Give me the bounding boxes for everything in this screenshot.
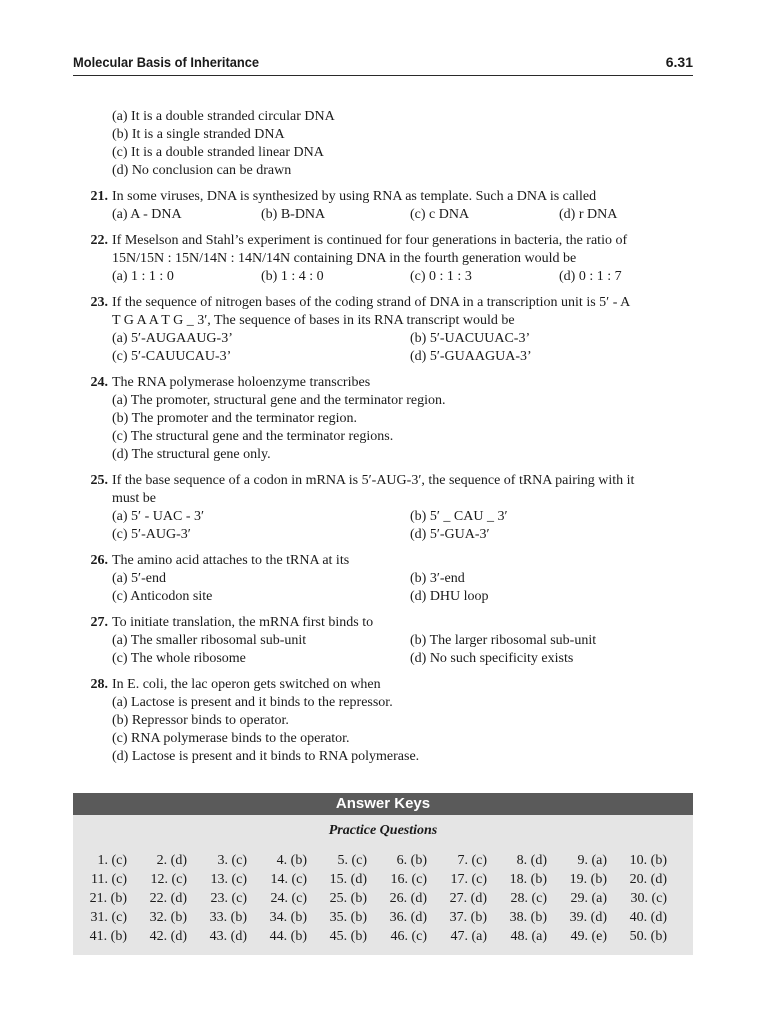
question-line: 15N/15N : 15N/14N : 14N/14N containing DNA in the fourth generation would be [112, 251, 577, 266]
question-text [80, 472, 698, 490]
page-header [73, 53, 693, 76]
question-text [80, 188, 698, 206]
option: (c) The structural gene and the terminator regions. [112, 429, 394, 444]
answer-item: 34. (b) [269, 910, 307, 925]
chapter-title: Molecular Basis of Inheritance [73, 54, 260, 70]
question-text [80, 250, 698, 268]
answer-item: 4. (b) [276, 853, 307, 868]
option: (d) DHU loop [410, 589, 489, 604]
option: (a) The smaller ribosomal sub-unit [112, 633, 307, 648]
question-25 [80, 472, 698, 544]
answer-item: 45. (b) [329, 929, 367, 944]
option: (c) c DNA [410, 207, 470, 222]
options [80, 206, 698, 224]
question-number: 21. [90, 189, 108, 204]
option-line: (a) It is a double stranded circular DNA [112, 109, 335, 124]
question-21 [80, 188, 698, 224]
answer-item: 10. (b) [629, 853, 667, 868]
question-line: If Meselson and Stahl’s experiment is continued for four generations in bacteria, the ratio of [112, 233, 628, 248]
question-22 [80, 232, 698, 286]
option: (b) 3′-end [410, 571, 465, 586]
options [80, 694, 698, 766]
answer-item: 16. (c) [390, 872, 427, 887]
answer-keys-title: Answer Keys [73, 793, 693, 815]
question-line: The amino acid attaches to the tRNA at its [112, 553, 350, 568]
answer-item: 29. (a) [570, 891, 607, 906]
question-26 [80, 552, 698, 606]
answer-item: 15. (d) [329, 872, 367, 887]
option-line: (c) It is a double stranded linear DNA [112, 145, 324, 160]
option: (d) Lactose is present and it binds to RNA polymerase. [112, 749, 420, 764]
answer-item: 44. (b) [269, 929, 307, 944]
option: (c) RNA polymerase binds to the operator. [112, 731, 350, 746]
option: (d) 0 : 1 : 7 [559, 269, 622, 284]
option: (c) Anticodon site [112, 589, 213, 604]
answer-item: 8. (d) [516, 853, 547, 868]
option: (a) 5′-end [112, 571, 166, 586]
question-text [80, 552, 698, 570]
answer-item: 17. (c) [450, 872, 487, 887]
question-text [80, 294, 698, 312]
question-24 [80, 374, 698, 464]
answer-item: 21. (b) [89, 891, 127, 906]
answer-item: 35. (b) [329, 910, 367, 925]
answer-item: 11. (c) [90, 872, 127, 887]
option: (b) The promoter and the terminator region. [112, 411, 358, 426]
answer-item: 14. (c) [270, 872, 307, 887]
option: (c) 5′-CAUUCAU-3’ [112, 349, 232, 364]
question-line: must be [112, 491, 156, 506]
options [80, 268, 698, 286]
answer-item: 20. (d) [629, 872, 667, 887]
answer-item: 48. (a) [510, 929, 547, 944]
answer-item: 23. (c) [210, 891, 247, 906]
answer-item: 28. (c) [510, 891, 547, 906]
question-line: In E. coli, the lac operon gets switched on when [112, 677, 381, 692]
question-text [80, 232, 698, 250]
question-text [80, 312, 698, 330]
question-number: 25. [90, 473, 108, 488]
option: (a) Lactose is present and it binds to the repressor. [112, 695, 393, 710]
question-line: If the sequence of nitrogen bases of the coding strand of DNA in a transcription unit is 5′ - A [112, 295, 631, 310]
answer-item: 24. (c) [270, 891, 307, 906]
question-number: 23. [90, 295, 108, 310]
answer-item: 9. (a) [577, 853, 607, 868]
question-list [80, 108, 698, 766]
question-number: 24. [90, 375, 108, 390]
answer-item: 3. (c) [217, 853, 247, 868]
answer-item: 42. (d) [149, 929, 187, 944]
question-number: 28. [90, 677, 108, 692]
leading-options [80, 108, 698, 180]
answer-item: 46. (c) [390, 929, 427, 944]
answer-item: 5. (c) [337, 853, 367, 868]
question-27 [80, 614, 698, 668]
question-text [80, 490, 698, 508]
answer-item: 18. (b) [509, 872, 547, 887]
option: (b) B-DNA [261, 207, 326, 222]
answer-item: 31. (c) [90, 910, 127, 925]
question-number: 22. [90, 233, 108, 248]
option-line: (b) It is a single stranded DNA [112, 127, 285, 142]
option: (a) A - DNA [112, 207, 182, 222]
option: (a) 5′-AUGAAUG-3’ [112, 331, 233, 346]
option: (b) 5′ _ CAU _ 3′ [410, 509, 508, 524]
answer-item: 39. (d) [569, 910, 607, 925]
options [80, 392, 698, 464]
option: (b) 1 : 4 : 0 [261, 269, 324, 284]
answer-item: 25. (b) [329, 891, 367, 906]
option: (b) Repressor binds to operator. [112, 713, 289, 728]
option: (c) The whole ribosome [112, 651, 246, 666]
option: (a) The promoter, structural gene and the terminator region. [112, 393, 446, 408]
answer-item: 33. (b) [209, 910, 247, 925]
option: (c) 5′-AUG-3′ [112, 527, 191, 542]
option: (d) r DNA [559, 207, 618, 222]
option: (c) 0 : 1 : 3 [410, 269, 472, 284]
answer-item: 1. (c) [97, 853, 127, 868]
answer-item: 38. (b) [509, 910, 547, 925]
answer-item: 12. (c) [150, 872, 187, 887]
answer-item: 30. (c) [630, 891, 667, 906]
option: (b) 5′-UACUUAC-3’ [410, 331, 531, 346]
answer-item: 2. (d) [156, 853, 187, 868]
question-line: To initiate translation, the mRNA first binds to [112, 615, 374, 630]
question-line: T G A A T G _ 3′, The sequence of bases in its RNA transcript would be [112, 313, 515, 328]
answer-item: 36. (d) [389, 910, 427, 925]
question-28 [80, 676, 698, 766]
answer-item: 47. (a) [450, 929, 487, 944]
option: (d) 5′-GUAAGUA-3’ [410, 349, 532, 364]
page-number: 6.31 [665, 54, 693, 70]
question-line: If the base sequence of a codon in mRNA is 5′-AUG-3′, the sequence of tRNA pairing with it [112, 473, 635, 488]
question-line: The RNA polymerase holoenzyme transcribes [112, 375, 371, 390]
options [80, 632, 698, 668]
questions [80, 188, 698, 766]
question-text [80, 374, 698, 392]
answer-item: 26. (d) [389, 891, 427, 906]
options [80, 330, 698, 366]
answer-item: 43. (d) [209, 929, 247, 944]
question-text [80, 676, 698, 694]
question-line: In some viruses, DNA is synthesized by using RNA as template. Such a DNA is called [112, 189, 597, 204]
option: (d) No such specificity exists [410, 651, 574, 666]
answer-item: 41. (b) [89, 929, 127, 944]
option-line: (d) No conclusion can be drawn [112, 163, 292, 178]
option: (a) 5′ - UAC - 3′ [112, 509, 205, 524]
answer-item: 7. (c) [457, 853, 487, 868]
answer-item: 40. (d) [629, 910, 667, 925]
options [80, 570, 698, 606]
answer-item: 19. (b) [569, 872, 607, 887]
option: (a) 1 : 1 : 0 [112, 269, 174, 284]
option: (d) 5′-GUA-3′ [410, 527, 490, 542]
question-text [80, 614, 698, 632]
answer-item: 6. (b) [396, 853, 427, 868]
option: (b) The larger ribosomal sub-unit [410, 633, 597, 648]
options [80, 508, 698, 544]
answer-keys-box [73, 793, 693, 955]
answer-item: 32. (b) [149, 910, 187, 925]
option: (d) The structural gene only. [112, 447, 271, 462]
answer-item: 37. (b) [449, 910, 487, 925]
answer-item: 22. (d) [149, 891, 187, 906]
answer-item: 49. (e) [570, 929, 607, 944]
answer-item: 13. (c) [210, 872, 247, 887]
question-number: 26. [90, 553, 108, 568]
question-23 [80, 294, 698, 366]
answer-item: 50. (b) [629, 929, 667, 944]
answer-grid [73, 851, 693, 946]
answer-keys-subtitle: Practice Questions [328, 823, 438, 838]
question-number: 27. [90, 615, 108, 630]
answer-item: 27. (d) [449, 891, 487, 906]
